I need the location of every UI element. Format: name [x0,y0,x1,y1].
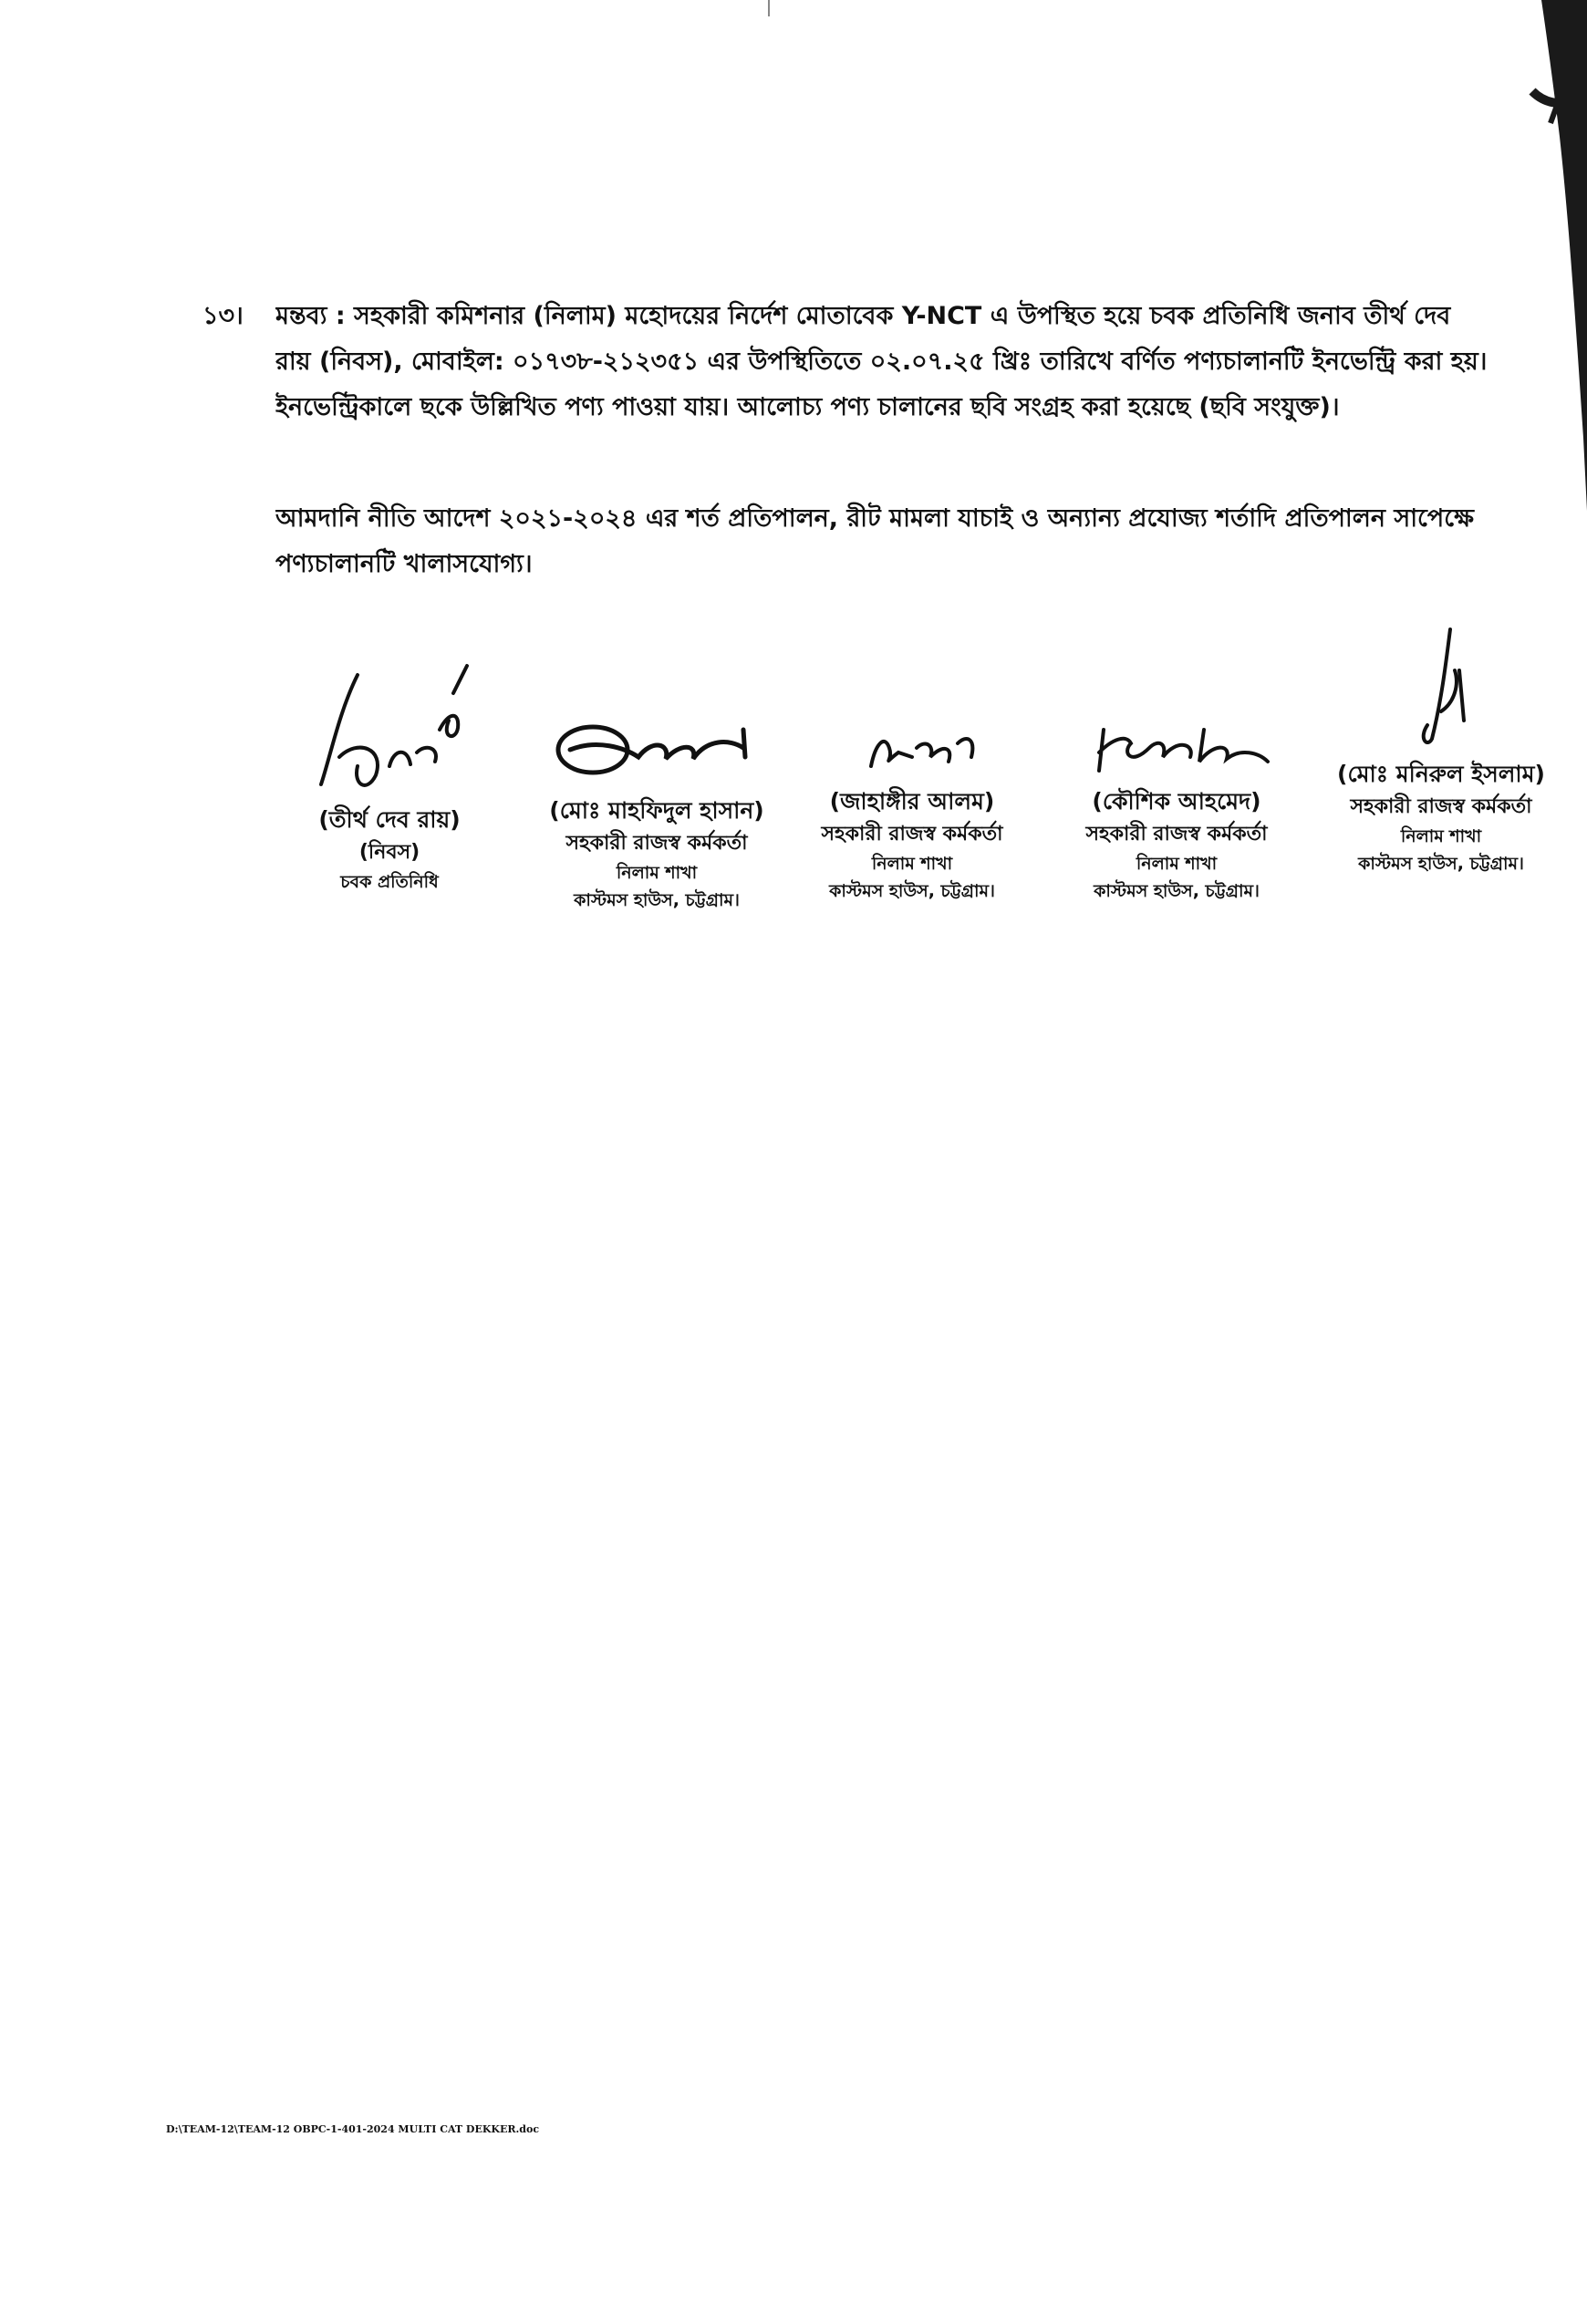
signatory-block-1 [266,657,513,896]
signatory-name-3: (জাহাঙ্গীর আলম) [829,788,995,814]
remarks-line-1: মন্তব্য : সহকারী কমিশনার (নিলাম) মহোদয়ের নির্দেশ মোতাবেক Y-NCT এ উপস্থিত হয়ে চবক প্রতিনিধি জনাব তীর্থ দেব [275,302,1451,330]
file-path-footer: D:\TEAM-12\TEAM-12 OBPC-1-401-2024 MULTI CAT DEKKER.doc [166,2123,540,2135]
import-policy-note [275,496,1571,587]
handwritten-signature-5 [1386,620,1496,757]
signatory-name-2: (মোঃ মাহফিদুল হাসান) [549,797,764,824]
signatory-5-office: কাস্টমস হাউস, চট্টগ্রাম। [1358,854,1524,874]
handwritten-signature-4 [1076,702,1277,784]
scan-edge-shadow [1523,0,1587,511]
signatory-3-section: নিলাম শাখা [871,854,953,874]
scan-mark [768,0,770,16]
signatory-3-office: কাস্টমস হাউস, চট্টগ্রাম। [829,881,995,901]
handwritten-signature-3 [844,711,980,784]
signatory-4-office: কাস্টমস হাউস, চট্টগ্রাম। [1094,881,1260,901]
handwritten-signature-2 [552,702,762,794]
signatory-block-2 [529,702,784,914]
signatory-name-1: (তীর্থ দেব রায়) [318,806,461,833]
signatory-name-4: (কৌশিক আহমেদ) [1092,788,1261,814]
signatory-5-section: নিলাম শাখা [1400,826,1482,846]
signatory-2-section: নিলাম শাখা [616,863,698,883]
signatory-2-designation: সহকারী রাজস্ব কর্মকর্তা [565,832,748,855]
signatory-block-5 [1304,620,1578,877]
item-number: ১৩। [202,302,244,330]
signatory-4-designation: সহকারী রাজস্ব কর্মকর্তা [1085,823,1268,846]
remarks-line-2: রায় (নিবস), মোবাইল: ০১৭৩৮-২১২৩৫১ এর উপস্থিতিতে ০২.০৭.২৫ খ্রিঃ তারিখে বর্ণিত পণ্যচালানটি ইনভেন্ট্রি করা হয়। [275,348,1488,376]
signatory-2-office: কাস্টমস হাউস, চট্টগ্রাম। [574,890,740,910]
import-note-line-2: পণ্যচালানটি খালাসযোগ্য। [275,550,533,578]
signatory-name-5: (মোঃ মনিরুল ইসলাম) [1337,761,1545,787]
signatory-block-3 [794,711,1031,905]
handwritten-signature-1 [303,657,476,803]
signatory-3-designation: সহকারী রাজস্ব কর্মকর্তা [821,823,1003,846]
signatory-1-line1: (নিবস) [358,841,420,864]
signatory-5-designation: সহকারী রাজস্ব কর্মকর্তা [1350,795,1532,818]
signatory-1-line2: চবক প্রতিনিধি [340,872,439,892]
signatory-4-section: নিলাম শাখা [1136,854,1218,874]
import-note-line-1: আমদানি নীতি আদেশ ২০২১-২০২৪ এর শর্ত প্রতিপালন, রীট মামলা যাচাই ও অন্যান্য প্রযোজ্য শর্তাদি প্রতিপালন সাপেক্ষে [275,504,1474,533]
remarks-line-3: ইনভেন্ট্রিকালে ছকে উল্লিখিত পণ্য পাওয়া যায়। আলোচ্য পণ্য চালানের ছবি সংগ্রহ করা হয়েছে (ছবি সংযুক্ত)। [275,393,1340,421]
signatory-block-4 [1058,702,1295,905]
